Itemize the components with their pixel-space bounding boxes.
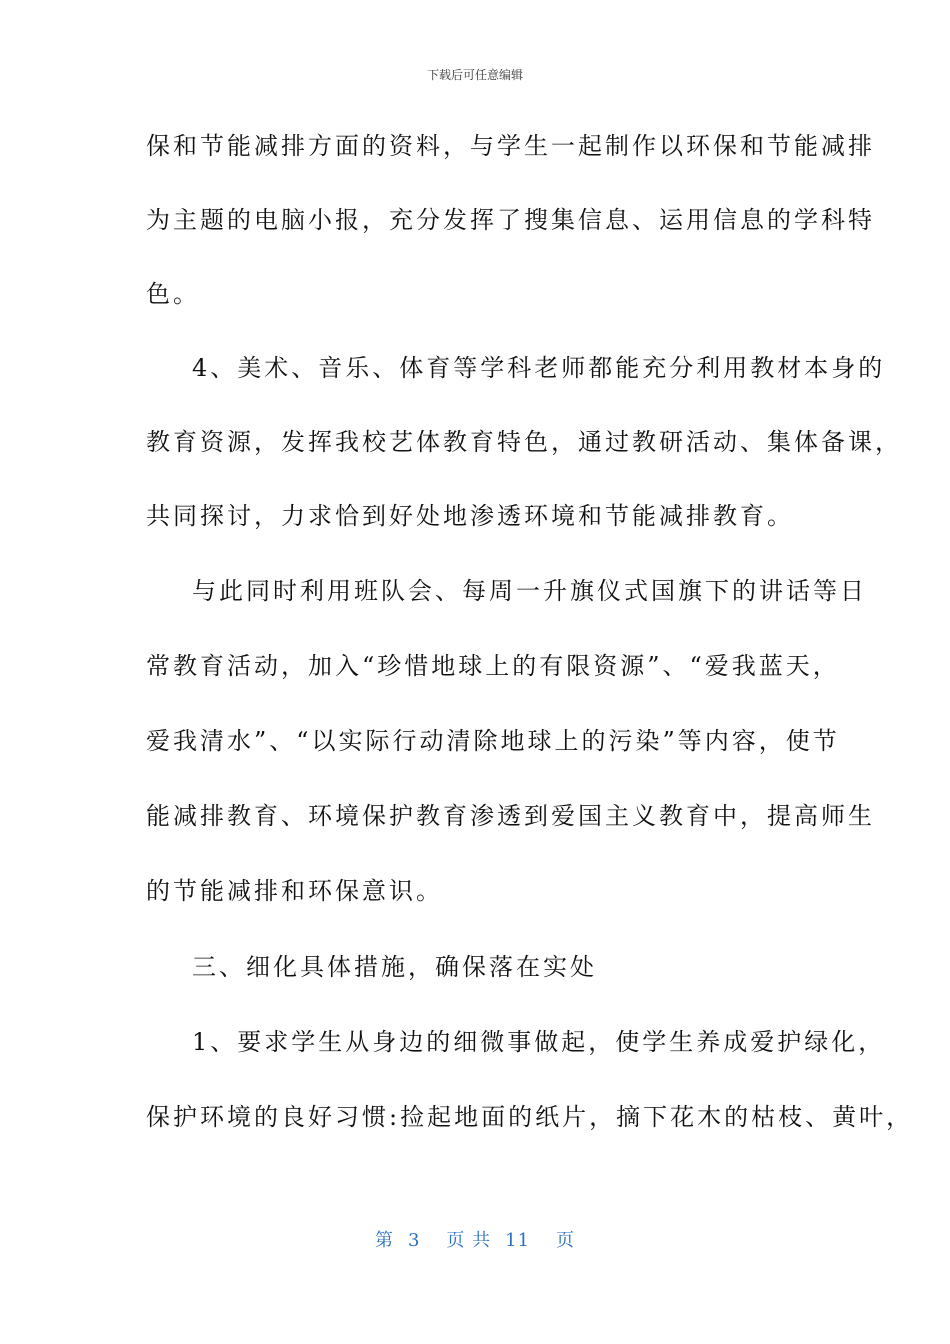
text-line: 为主题的电脑小报，充分发挥了搜集信息、运用信息的学科特 [146,206,875,234]
text-line: 的节能减排和环保意识。 [146,877,443,905]
text-line: 与此同时利用班队会、每周一升旗仪式国旗下的讲话等日 [192,577,867,605]
text-line: 色。 [146,280,200,308]
section-heading: 三、细化具体措施，确保落在实处 [192,953,597,981]
text-line: 能减排教育、环境保护教育渗透到爱国主义教育中，提高师生 [146,802,875,830]
text-line: 常教育活动，加入“珍惜地球上的有限资源”、“爱我蓝天， [146,652,840,680]
footer-suffix: 页 [556,1230,576,1251]
page-footer [0,1226,950,1252]
current-page-number: 3 [407,1230,421,1251]
text-line: 4、美术、音乐、体育等学科老师都能充分利用教材本身的 [192,354,886,382]
footer-prefix: 第 [374,1230,394,1251]
total-pages-number: 11 [505,1230,531,1251]
text-line: 爱我清水”、“以实际行动清除地球上的污染”等内容，使节 [146,727,840,755]
text-line: 教育资源，发挥我校艺体教育特色，通过教研活动、集体备课， [146,428,902,456]
header-note: 下载后可任意编辑 [426,68,523,82]
text-line: 保和节能减排方面的资料，与学生一起制作以环保和节能减排 [146,132,875,160]
footer-middle: 页 共 [446,1230,492,1251]
text-line: 1、要求学生从身边的细微事做起，使学生养成爱护绿化， [192,1028,886,1056]
text-line: 共同探讨，力求恰到好处地渗透环境和节能减排教育。 [146,502,794,530]
text-line: 保护环境的良好习惯:捡起地面的纸片，摘下花木的枯枝、黄叶， [146,1103,914,1131]
